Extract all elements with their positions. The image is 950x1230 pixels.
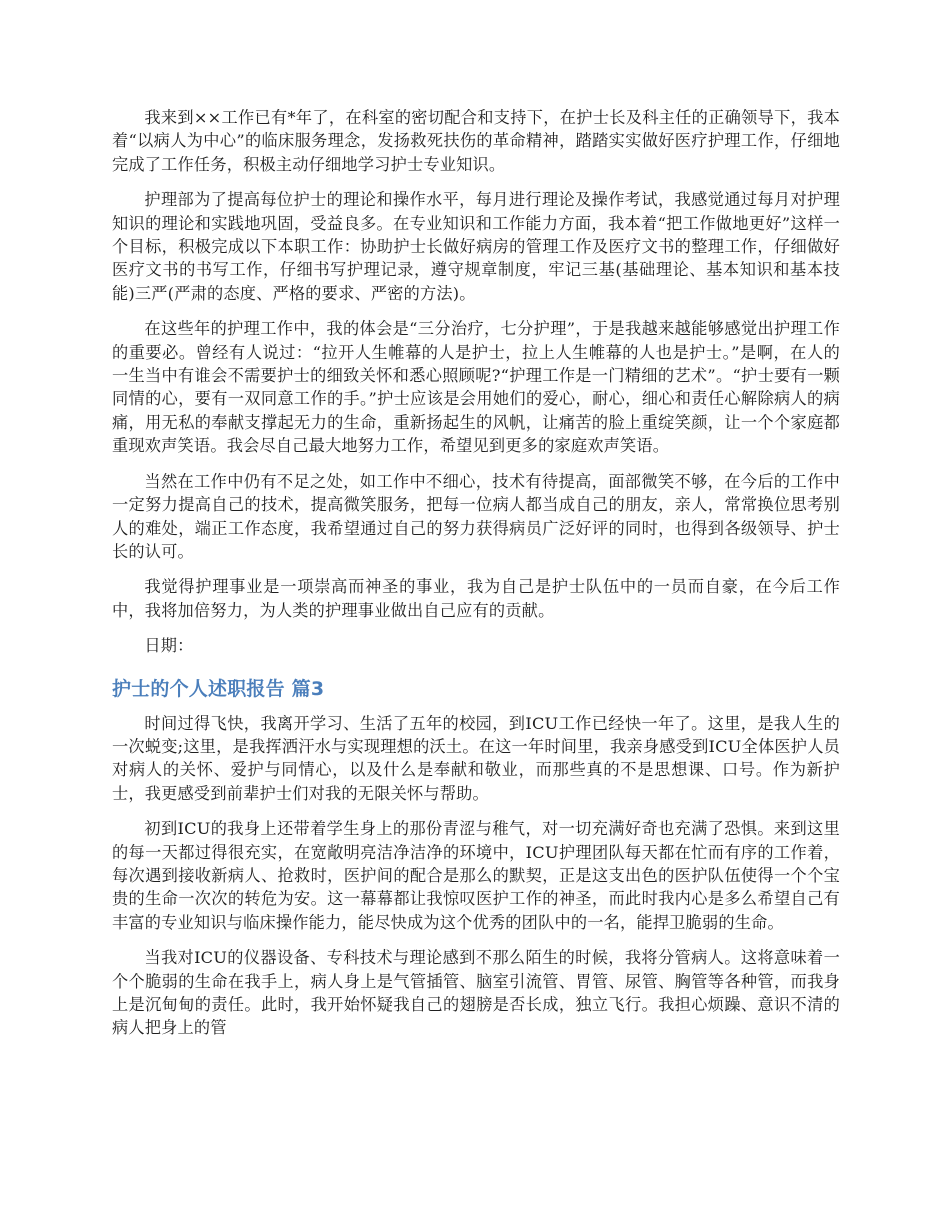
paragraph: 我来到××工作已有*年了，在科室的密切配合和支持下，在护士长及科主任的正确领导下，我本着“以病人为中心”的临床服务理念，发扬救死扶伤的革命精神，踏踏实实做好医疗护理工作，仔细地完成了工作任务，积极主动仔细地学习护士专业知识。 xyxy=(112,108,840,174)
paragraph: 在这些年的护理工作中，我的体会是“三分治疗，七分护理”，于是我越来越能够感觉出护理工作的重要必。曾经有人说过：“拉开人生帷幕的人是护士，拉上人生帷幕的人也是护士。”是啊，在人的一生当中有谁会不需要护士的细致关怀和悉心照顾呢?“护理工作是一门精细的艺术”。“护士要有一颗同情的心，要有一双同意工作的手。”护士应该是会用她们的爱心，耐心，细心和责任心解除病人的病痛，用无私的奉献支撑起无力的生命，重新扬起生的风帆，让痛苦的脸上重绽笑颜，让一个个家庭都重现欢声笑语。我会尽自己最大地努力工作，希望见到更多的家庭欢声笑语。 xyxy=(112,319,840,456)
date-line: 日期： xyxy=(144,636,194,656)
paragraph: 当我对ICU的仪器设备、专科技术与理论感到不那么陌生的时候，我将分管病人。这将意味着一个个脆弱的生命在我手上，病人身上是气管插管、脑室引流管、胃管、尿管、胸管等各种管，而我身上是沉甸甸的责任。此时，我开始怀疑我自己的翅膀是否长成，独立飞行。我担心烦躁、意识不清的病人把身上的管 xyxy=(112,948,840,1038)
paragraph: 当然在工作中仍有不足之处，如工作中不细心，技术有待提高，面部微笑不够，在今后的工作中一定努力提高自己的技术，提高微笑服务，把每一位病人都当成自己的朋友，亲人，常常换位思考别人的难处，端正工作态度，我希望通过自己的努力获得病员广泛好评的同时，也得到各级领导、护士长的认可。 xyxy=(112,471,840,561)
section-heading: 护士的个人述职报告 篇3 xyxy=(112,677,325,700)
paragraph: 初到ICU的我身上还带着学生身上的那份青涩与稚气，对一切充满好奇也充满了恐惧。来到这里的每一天都过得很充实，在宽敞明亮洁净洁净的环境中，ICU护理团队每天都在忙而有序的工作着，每次遇到接收新病人、抢救时，医护间的配合是那么的默契，正是这支出色的医护队伍使得一个个宝贵的生命一次次的转危为安。这一幕幕都让我惊叹医护工作的神圣，而此时我内心是多么希望自己有丰富的专业知识与临床操作能力，能尽快成为这个优秀的团队中的一名，能捍卫脆弱的生命。 xyxy=(112,819,840,932)
paragraph: 护理部为了提高每位护士的理论和操作水平，每月进行理论及操作考试，我感觉通过每月对护理知识的理论和实践地巩固，受益良多。在专业知识和工作能力方面，我本着“把工作做地更好”这样一个目标，积极完成以下本职工作：协助护士长做好病房的管理工作及医疗文书的整理工作，仔细做好医疗文书的书写工作，仔细书写护理记录，遵守规章制度，牢记三基(基础理论、基本知识和基本技能)三严(严肃的态度、严格的要求、严密的方法)。 xyxy=(112,190,840,303)
document-page xyxy=(112,106,840,1052)
paragraph: 时间过得飞快，我离开学习、生活了五年的校园，到ICU工作已经快一年了。这里，是我人生的一次蜕变;这里，是我挥洒汗水与实现理想的沃土。在这一年时间里，我亲身感受到ICU全体医护人员对病人的关怀、爱护与同情心，以及什么是奉献和敬业，而那些真的不是思想课、口号。作为新护士，我更感受到前辈护士们对我的无限关怀与帮助。 xyxy=(112,713,840,803)
paragraph: 我觉得护理事业是一项崇高而神圣的事业，我为自己是护士队伍中的一员而自豪，在今后工作中，我将加倍努力，为人类的护理事业做出自己应有的贡献。 xyxy=(112,577,840,620)
